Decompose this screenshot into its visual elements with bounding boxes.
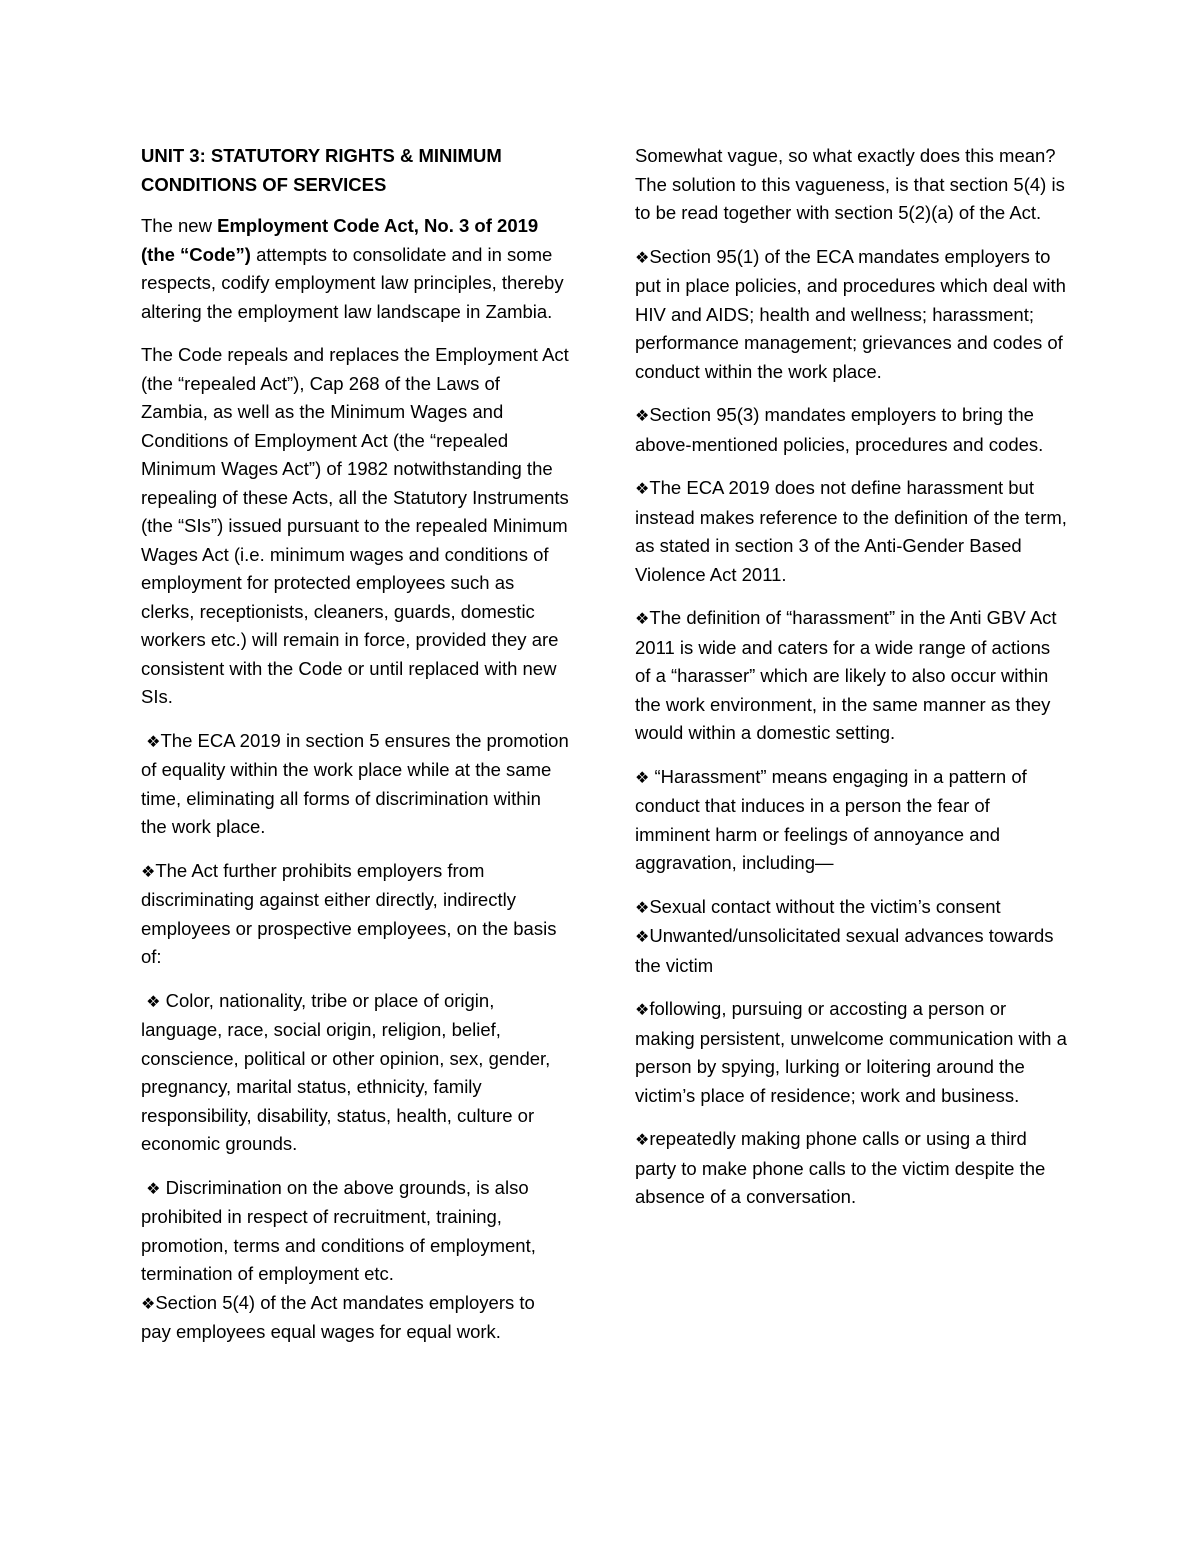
bullet-text: Sexual contact without the victim’s consent xyxy=(649,895,1001,917)
bullet-gbv-act xyxy=(635,604,1067,748)
act-name: Employment Code Act, No. 3 of 2019 (the “Code”) xyxy=(141,215,539,265)
unit-title-line-1: UNIT 3: STATUTORY RIGHTS & MINIMUM xyxy=(141,145,502,166)
left-column xyxy=(141,142,569,1362)
diamond-bullet-icon: ❖ xyxy=(146,991,161,1011)
diamond-bullet-icon: ❖ xyxy=(635,767,650,787)
diamond-bullet-icon: ❖ xyxy=(635,897,650,917)
vague-paragraph: Somewhat vague, so what exactly does this mean? The solution to this vagueness, is that section 5(4) is to be read together with section 5(2)(a) of the Act. xyxy=(635,145,1065,223)
bullet-phone-calls xyxy=(635,1125,1067,1212)
bullet-equality xyxy=(141,727,569,842)
bullet-text: Color, nationality, tribe or place of origin, language, race, social origin, religion, belief, conscience, political or other opinion, sex, gender, pregnancy, marital status, ethnicity, family responsibility, disability, status, health, culture or economic grounds. xyxy=(141,989,551,1154)
bullet-text: Section 95(1) of the ECA mandates employers to put in place policies, and procedures which deal with HIV and AIDS; health and wellness; harassment; performance management; grievances and codes of conduct within the work place. xyxy=(635,245,1066,382)
bullet-equal-wages xyxy=(141,1289,569,1347)
bullet-text: Discrimination on the above grounds, is also prohibited in respect of recruitment, training, promotion, terms and conditions of employment, termination of employment etc. xyxy=(141,1176,536,1284)
diamond-bullet-icon: ❖ xyxy=(635,406,650,425)
diamond-bullet-icon: ❖ xyxy=(635,1130,650,1149)
intro-prefix: The new xyxy=(141,215,218,236)
bullet-harassment-means xyxy=(635,763,1067,878)
unit-title-line-2: CONDITIONS OF SERVICES xyxy=(141,173,387,195)
bullet-prohibits xyxy=(141,857,569,972)
intro-suffix: attempts to consolidate and in some respects, codify employment law principles, thereby altering the employment law landscape in Zambia. xyxy=(141,243,564,322)
diamond-bullet-icon: ❖ xyxy=(141,1293,156,1313)
diamond-bullet-icon: ❖ xyxy=(146,731,161,751)
bullet-text: Unwanted/unsolicitated sexual advances towards the victim xyxy=(635,925,1054,976)
bullet-unwanted-advances xyxy=(635,922,1067,980)
right-column xyxy=(635,142,1067,1227)
bullet-discrimination xyxy=(141,1174,569,1289)
diamond-bullet-icon: ❖ xyxy=(635,247,650,267)
unit-title xyxy=(141,142,569,199)
diamond-bullet-icon: ❖ xyxy=(635,479,650,498)
bullet-sexual-contact xyxy=(635,893,1067,923)
diamond-bullet-icon: ❖ xyxy=(635,1000,650,1019)
bullet-text: The definition of “harassment” in the Anti GBV Act 2011 is wide and caters for a wide range of actions of a “harasser” which are likely to also occur within the work environment, in the same manner as they would within a domestic setting. xyxy=(635,607,1057,743)
bullet-grounds xyxy=(141,987,569,1159)
bullet-text: “Harassment” means engaging in a pattern of conduct that induces in a person the fear of imminent harm or feelings of annoyance and aggravation, including— xyxy=(635,765,1027,873)
bullet-text: Section 95(3) mandates employers to bring the above-mentioned policies, procedures and codes. xyxy=(635,404,1044,455)
bullet-harassment-definition xyxy=(635,474,1067,589)
bullet-text: The ECA 2019 does not define harassment but instead makes reference to the definition of the term, as stated in section 3 of the Anti-Gender Based Violence Act 2011. xyxy=(635,477,1067,585)
diamond-bullet-icon: ❖ xyxy=(635,609,650,628)
bullet-text: repeatedly making phone calls or using a third party to make phone calls to the victim despite the absence of a conversation. xyxy=(635,1128,1046,1207)
bullet-text: The Act further prohibits employers from discriminating against either directly, indirectly employees or prospective employees, on the basis of: xyxy=(141,859,557,967)
repeal-paragraph: The Code repeals and replaces the Employment Act (the “repealed Act”), Cap 268 of the Laws of Zambia, as well as the Minimum Wages and Conditions of Employment Act (the “repealed Minimum Wages Act”) of 1982 notwithstanding the repealing of these Acts, all the Statutory Instruments (the “SIs”) issued pursuant to the repealed Minimum Wages Act (i.e. minimum wages and conditions of employment for protected employees such as clerks, receptionists, cleaners, guards, domestic workers etc.) will remain in force, provided they are consistent with the Code or until replaced with new SIs. xyxy=(141,344,569,707)
intro-paragraph xyxy=(141,212,569,326)
bullet-text: The ECA 2019 in section 5 ensures the promotion of equality within the work place while at the same time, eliminating all forms of discrimination within the work place. xyxy=(141,729,569,837)
bullet-text: following, pursuing or accosting a person or making persistent, unwelcome communication with a person by spying, lurking or loitering around the victim’s place of residence; work and business. xyxy=(635,998,1067,1106)
bullet-following xyxy=(635,995,1067,1110)
bullet-section-95-3 xyxy=(635,401,1067,459)
diamond-bullet-icon: ❖ xyxy=(635,927,650,946)
bullet-text: Section 5(4) of the Act mandates employers to pay employees equal wages for equal work. xyxy=(141,1291,535,1342)
diamond-bullet-icon: ❖ xyxy=(146,1178,161,1198)
diamond-bullet-icon: ❖ xyxy=(141,861,156,881)
bullet-section-95-1 xyxy=(635,243,1067,387)
